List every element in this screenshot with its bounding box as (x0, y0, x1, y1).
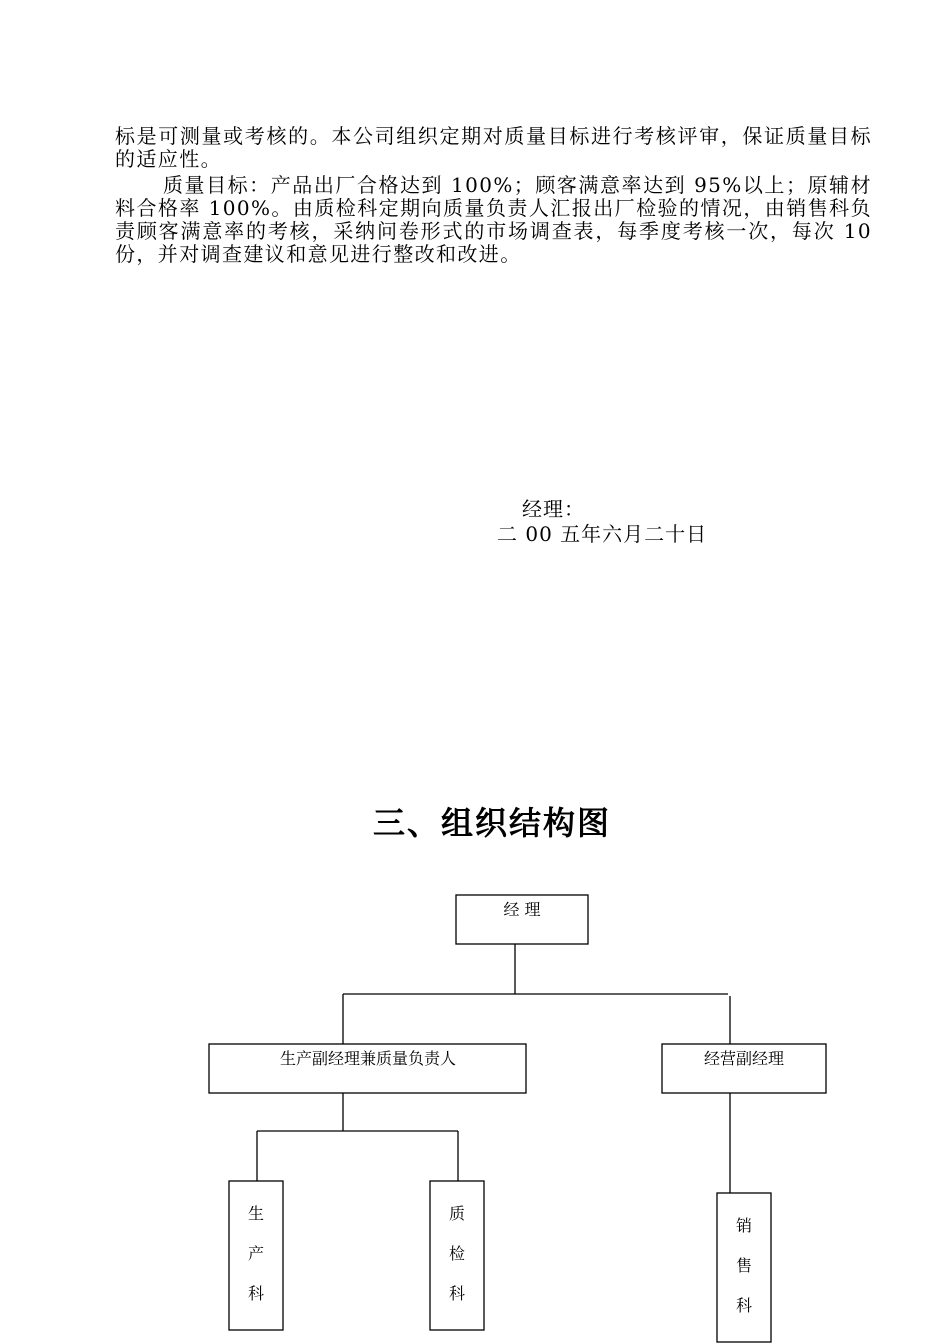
node-production-dept-char: 产 (247, 1244, 265, 1263)
node-business-deputy (662, 1044, 826, 1093)
node-manager-label: 经 理 (503, 900, 541, 919)
node-sales-dept-char: 销 (735, 1216, 753, 1235)
node-production-deputy (209, 1044, 526, 1093)
node-production-dept-char: 生 (247, 1204, 265, 1223)
node-quality-dept-char: 质 (448, 1204, 466, 1223)
signature-date: 二 00 五年六月二十日 (497, 522, 708, 546)
node-sales-dept (717, 1193, 771, 1342)
node-production-deputy-label: 生产副经理兼质量负责人 (279, 1049, 457, 1068)
node-sales-dept-char: 科 (735, 1296, 753, 1315)
paragraph-2: 质量目标：产品出厂合格达到 100%；顾客满意率达到 95%以上；原辅材料合格率 100%。由质检科定期向质量负责人汇报出厂检验的情况，由销售科负责顾客满意率的考核，采纳问卷形式的市场调查表，每季度考核一次，每次 10 份，并对调查建议和意见进行整改和改进。 (115, 173, 872, 266)
section-title: 三、组织结构图 (372, 804, 611, 842)
signature-title: 经理： (522, 497, 585, 521)
node-quality-dept (430, 1181, 484, 1330)
node-manager (456, 895, 588, 944)
node-production-dept (229, 1181, 283, 1330)
paragraph-1: 标是可测量或考核的。本公司组织定期对质量目标进行考核评审，保证质量目标的适应性。 (115, 124, 872, 171)
node-quality-dept-char: 科 (448, 1284, 466, 1303)
node-production-dept-char: 科 (247, 1284, 265, 1303)
node-business-deputy-label: 经营副经理 (703, 1049, 785, 1068)
node-sales-dept-char: 售 (735, 1256, 753, 1275)
node-quality-dept-char: 检 (448, 1244, 466, 1263)
